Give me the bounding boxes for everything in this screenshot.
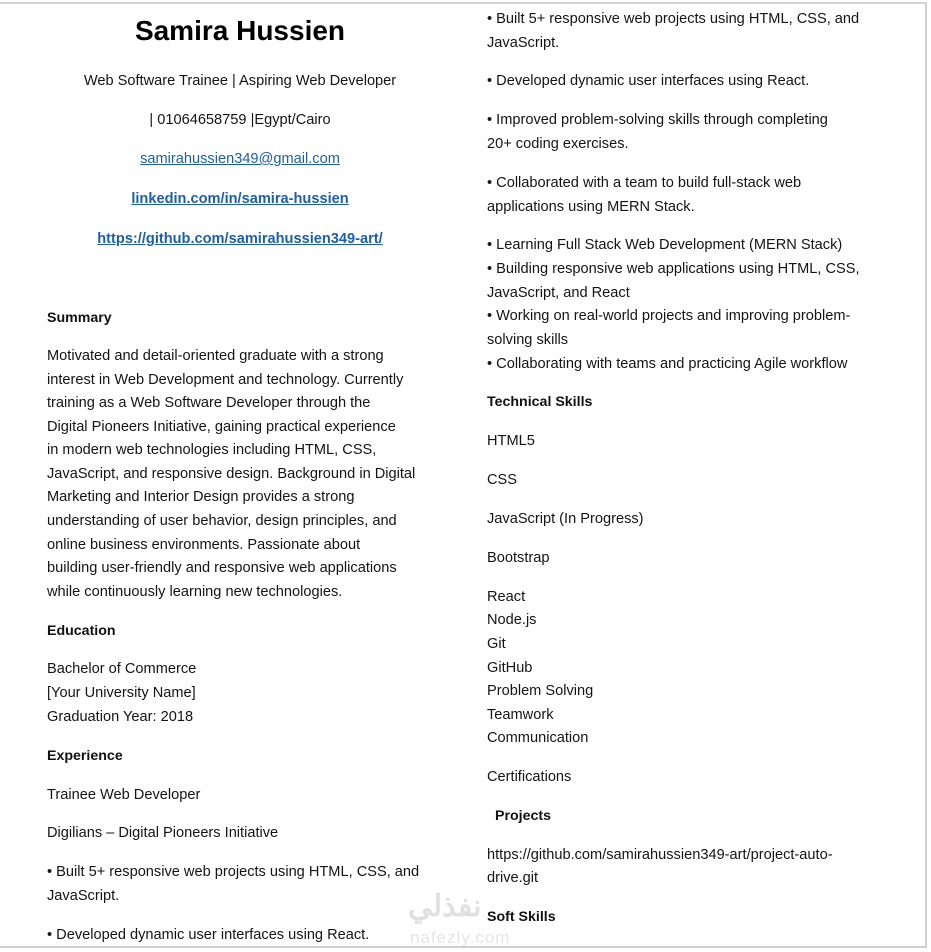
learning-line: • Learning Full Stack Web Development (MERN Stack)	[487, 237, 843, 253]
project-url: https://github.com/samirahussien349-art/project-auto-	[487, 847, 833, 863]
summary-line: Marketing and Interior Design provides a strong	[47, 489, 355, 505]
contact-line: | 01064658759 |Egypt/Cairo	[149, 112, 331, 128]
github-link[interactable]: https://github.com/samirahussien349-art/	[97, 231, 383, 247]
learning-line: JavaScript, and React	[487, 285, 630, 301]
summary-line: online business environments. Passionate about	[47, 537, 361, 553]
experience-bullet-cont: JavaScript.	[487, 35, 560, 51]
summary-line: understanding of user behavior, design principles, and	[47, 513, 397, 529]
summary-line: training as a Web Software Developer through the	[47, 395, 371, 411]
skill-item: Bootstrap	[487, 550, 550, 566]
summary-heading: Summary	[47, 310, 112, 326]
skill-item: JavaScript (In Progress)	[487, 511, 644, 527]
email-link[interactable]: samirahussien349@gmail.com	[140, 151, 340, 167]
certifications-heading: Certifications	[487, 769, 572, 785]
summary-line: building user-friendly and responsive web applications	[47, 560, 397, 576]
experience-org: Digilians – Digital Pioneers Initiative	[47, 825, 279, 841]
experience-bullet-cont: JavaScript.	[47, 888, 120, 904]
projects-heading: Projects	[495, 808, 551, 824]
skill-item: Git	[487, 636, 506, 652]
watermark-logo-arabic: نفذلي	[408, 890, 482, 923]
summary-line: interest in Web Development and technology. Currently	[47, 372, 404, 388]
education-year: Graduation Year: 2018	[47, 709, 194, 725]
soft-skills-heading: Soft Skills	[487, 909, 556, 925]
summary-line: JavaScript, and responsive design. Background in Digital	[47, 466, 416, 482]
education-degree: Bachelor of Commerce	[47, 661, 197, 677]
watermark-logo-latin: nafezly.com	[410, 928, 511, 947]
linkedin-link[interactable]: linkedin.com/in/samira-hussien	[131, 191, 349, 207]
experience-bullet-cont: applications using MERN Stack.	[487, 199, 695, 215]
candidate-title: Web Software Trainee | Aspiring Web Developer	[83, 73, 397, 89]
experience-heading: Experience	[47, 748, 123, 764]
summary-line: while continuously learning new technologies.	[47, 584, 343, 600]
project-url-cont: drive.git	[487, 870, 539, 886]
skill-item: Teamwork	[487, 707, 554, 723]
skill-item: CSS	[487, 472, 518, 488]
education-university: [Your University Name]	[47, 685, 196, 701]
skill-item: Node.js	[487, 612, 537, 628]
experience-role: Trainee Web Developer	[47, 787, 201, 803]
technical-skills-heading: Technical Skills	[487, 394, 593, 410]
summary-line: Digital Pioneers Initiative, gaining practical experience	[47, 419, 396, 435]
candidate-name: Samira Hussien	[134, 15, 346, 46]
experience-bullet: • Developed dynamic user interfaces using React.	[47, 927, 370, 943]
experience-bullet-cont: 20+ coding exercises.	[487, 136, 629, 152]
learning-line: • Collaborating with teams and practicing Agile workflow	[487, 356, 848, 372]
experience-bullet: • Developed dynamic user interfaces using React.	[487, 73, 810, 89]
experience-bullet: • Built 5+ responsive web projects using HTML, CSS, and	[487, 11, 860, 27]
skill-item: Problem Solving	[487, 683, 594, 699]
learning-line: solving skills	[487, 332, 569, 348]
experience-bullet: • Built 5+ responsive web projects using HTML, CSS, and	[47, 864, 420, 880]
skill-item: React	[487, 589, 526, 605]
summary-line: in modern web technologies including HTML, CSS,	[47, 442, 377, 458]
education-heading: Education	[47, 623, 116, 639]
experience-bullet: • Collaborated with a team to build full-stack web	[487, 175, 802, 191]
summary-line: Motivated and detail-oriented graduate with a strong	[47, 348, 384, 364]
learning-line: • Building responsive web applications using HTML, CSS,	[487, 261, 860, 277]
experience-bullet: • Improved problem-solving skills through completing	[487, 112, 828, 128]
learning-line: • Working on real-world projects and improving problem-	[487, 308, 851, 324]
skill-item: Communication	[487, 730, 589, 746]
skill-item: HTML5	[487, 433, 535, 449]
skill-item: GitHub	[487, 660, 533, 676]
